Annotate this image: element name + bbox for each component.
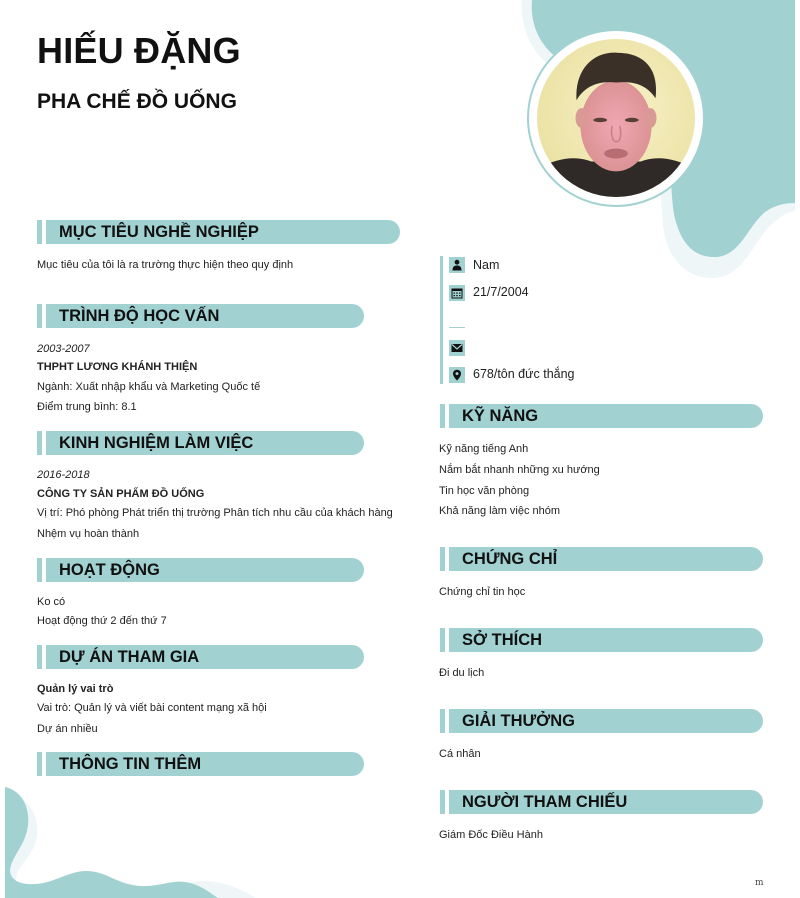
header-accent-strip: [440, 628, 445, 652]
calendar-icon: [449, 285, 465, 301]
footer-mark: m: [755, 878, 764, 888]
section-header-certificates: [440, 547, 763, 571]
hobby-text: Đi du lịch: [439, 667, 485, 679]
section-header-hobbies: [440, 628, 763, 652]
section-title: GIẢI THƯỞNG: [462, 712, 576, 730]
project-line: Dự án nhiều: [37, 723, 98, 735]
section-title: MỤC TIÊU NGHỀ NGHIỆP: [59, 223, 259, 241]
skill-item: Tin học văn phòng: [439, 485, 530, 497]
section-header-education: [37, 304, 364, 328]
section-title: KINH NGHIỆM LÀM VIỆC: [59, 434, 254, 452]
project-title: Quản lý vai trò: [37, 683, 114, 695]
profile-photo: [527, 29, 705, 207]
contact-address: 678/tôn đức thắng: [473, 367, 575, 381]
education-school: THPHT LƯƠNG KHÁNH THIỆN: [37, 361, 198, 373]
section-header-skills: [440, 404, 763, 428]
education-line: Ngành: Xuất nhập khẩu và Marketing Quốc tế: [37, 381, 261, 393]
job-title: PHA CHẾ ĐỒ UỐNG: [37, 90, 237, 113]
section-title: THÔNG TIN THÊM: [59, 755, 202, 773]
header-accent-strip: [440, 404, 445, 428]
experience-line: Vị trí: Phó phòng Phát triển thị trường Phân tích nhu cầu của khách hàng: [37, 507, 393, 519]
objective-text: Mục tiêu của tôi là ra trường thực hiện theo quy định: [37, 259, 294, 271]
header-accent-strip: [37, 752, 42, 776]
contact-accent-line: [440, 256, 443, 384]
award-text: Cá nhân: [439, 748, 481, 760]
header-accent-strip: [37, 558, 42, 582]
project-line: Vai trò: Quản lý và viết bài content mạng xã hội: [37, 702, 267, 714]
activity-line: Ko có: [37, 596, 66, 608]
header-accent-strip: [37, 220, 42, 244]
phone-icon: [449, 327, 465, 328]
candidate-name: HIẾU ĐẶNG: [37, 30, 241, 71]
header-accent-strip: [37, 304, 42, 328]
section-header-additional-info: [37, 752, 364, 776]
header-accent-strip: [37, 645, 42, 669]
mail-icon: [449, 340, 465, 356]
portrait-image: [537, 39, 695, 197]
section-header-awards: [440, 709, 763, 733]
section-title: CHỨNG CHỈ: [462, 550, 558, 568]
section-header-projects: [37, 645, 364, 669]
section-header-activities: [37, 558, 364, 582]
section-title: DỰ ÁN THAM GIA: [59, 648, 200, 666]
section-header-objective: [37, 220, 400, 244]
experience-period: 2016-2018: [37, 469, 90, 481]
section-title: HOẠT ĐỘNG: [59, 561, 160, 579]
location-pin-icon: [449, 367, 465, 383]
certificate-text: Chứng chỉ tin học: [439, 586, 526, 598]
activity-line: Hoạt động thứ 2 đến thứ 7: [37, 615, 167, 627]
header-accent-strip: [440, 790, 445, 814]
section-title: NGƯỜI THAM CHIẾU: [462, 793, 628, 811]
person-icon: [449, 257, 465, 273]
section-title: KỸ NĂNG: [462, 407, 539, 425]
education-line: Điểm trung bình: 8.1: [37, 401, 137, 413]
contact-birthday: 21/7/2004: [473, 285, 529, 299]
header-accent-strip: [440, 709, 445, 733]
section-header-experience: [37, 431, 364, 455]
reference-text: Giám Đốc Điều Hành: [439, 829, 543, 841]
header-accent-strip: [37, 431, 42, 455]
section-title: TRÌNH ĐỘ HỌC VẤN: [59, 307, 220, 325]
bottom-left-blob: [5, 787, 218, 898]
education-period: 2003-2007: [37, 343, 90, 355]
skill-item: Kỹ năng tiếng Anh: [439, 443, 529, 455]
section-header-references: [440, 790, 763, 814]
experience-line: Nhệm vụ hoàn thành: [37, 528, 140, 540]
section-title: SỞ THÍCH: [462, 631, 543, 649]
skill-item: Nắm bắt nhanh những xu hướng: [439, 464, 600, 476]
bottom-left-blob-shadow: [5, 790, 256, 898]
skill-item: Khả năng làm việc nhóm: [439, 505, 561, 517]
contact-gender: Nam: [473, 258, 500, 272]
experience-company: CÔNG TY SẢN PHẨM ĐỒ UỐNG: [37, 488, 205, 500]
header-accent-strip: [440, 547, 445, 571]
